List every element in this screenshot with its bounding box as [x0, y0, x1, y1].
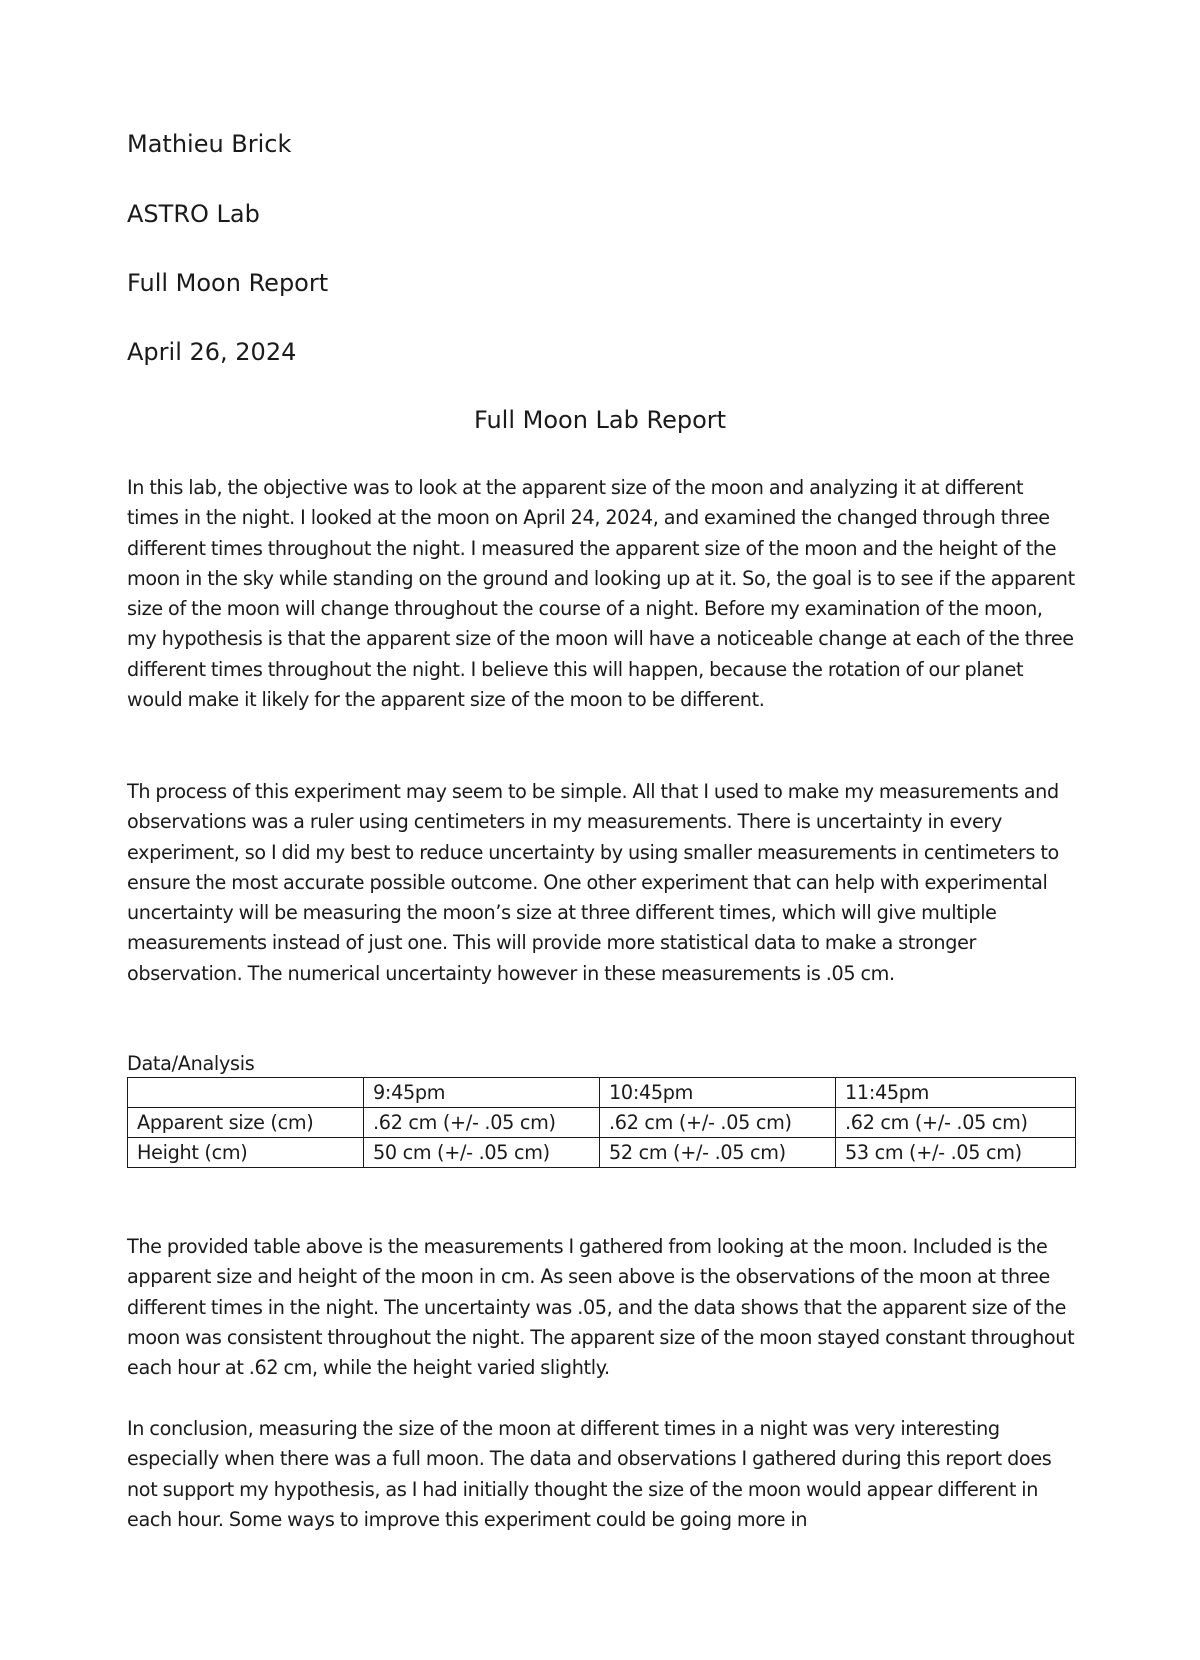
report-type: Full Moon Report	[127, 269, 329, 297]
table-row	[128, 1138, 1076, 1168]
author-name: Mathieu Brick	[127, 130, 292, 158]
table-header-cell: 11:45pm	[836, 1078, 1076, 1108]
table-row	[128, 1108, 1076, 1138]
table-cell: .62 cm (+/- .05 cm)	[600, 1108, 836, 1138]
table-cell: 53 cm (+/- .05 cm)	[836, 1138, 1076, 1168]
table-header-cell: 9:45pm	[364, 1078, 600, 1108]
data-section-label: Data/Analysis	[127, 1052, 255, 1075]
table-row-label: Height (cm)	[128, 1138, 364, 1168]
table-cell: .62 cm (+/- .05 cm)	[364, 1108, 600, 1138]
process-paragraph: Th process of this experiment may seem to be simple. All that I used to make my measurements and observations was a ruler using centimeters in my measurements. There is uncertainty in every experiment, so I did my best to reduce uncertainty by using smaller measurements in centimeters to ensure the most accurate possible outcome. One other experiment that can help with experimental uncertainty will be measuring the moon’s size at three different times, which will give multiple measurements instead of just one. This will provide more statistical data to make a stronger observation. The numerical uncertainty however in these measurements is .05 cm.	[127, 780, 1059, 985]
table-cell: 52 cm (+/- .05 cm)	[600, 1138, 836, 1168]
document-title: Full Moon Lab Report	[473, 406, 727, 434]
analysis-paragraph: The provided table above is the measurements I gathered from looking at the moon. Included is the apparent size and height of the moon in cm. As seen above is the observations of the moon at three different times in the night. The uncertainty was .05, and the data shows that the apparent size of the moon was consistent throughout the night. The apparent size of the moon stayed constant throughout each hour at .62 cm, while the height varied slightly.	[127, 1235, 1075, 1380]
table-cell: 50 cm (+/- .05 cm)	[364, 1138, 600, 1168]
course-name: ASTRO Lab	[127, 200, 260, 228]
intro-paragraph: In this lab, the objective was to look at the apparent size of the moon and analyzing it at different times in the night. I looked at the moon on April 24, 2024, and examined the changed through three different times throughout the night. I measured the apparent size of the moon and the height of the moon in the sky while standing on the ground and looking up at it. So, the goal is to see if the apparent size of the moon will change throughout the course of a night. Before my examination of the moon, my hypothesis is that the apparent size of the moon will have a noticeable change at each of the three different times throughout the night. I believe this will happen, because the rotation of our planet would make it likely for the apparent size of the moon to be different.	[127, 476, 1075, 712]
report-date: April 26, 2024	[127, 338, 297, 366]
conclusion-paragraph: In conclusion, measuring the size of the moon at different times in a night was very interesting especially when there was a full moon. The data and observations I gathered during this report does not support my hypothesis, as I had initially thought the size of the moon would appear different in each hour. Some ways to improve this experiment could be going more in	[127, 1417, 1052, 1531]
table-cell: .62 cm (+/- .05 cm)	[836, 1108, 1076, 1138]
table-header-cell: 10:45pm	[600, 1078, 836, 1108]
table-row-label: Apparent size (cm)	[128, 1108, 364, 1138]
measurements-table	[127, 1077, 1076, 1168]
table-header-row	[128, 1078, 1076, 1108]
table-header-cell	[128, 1078, 364, 1108]
